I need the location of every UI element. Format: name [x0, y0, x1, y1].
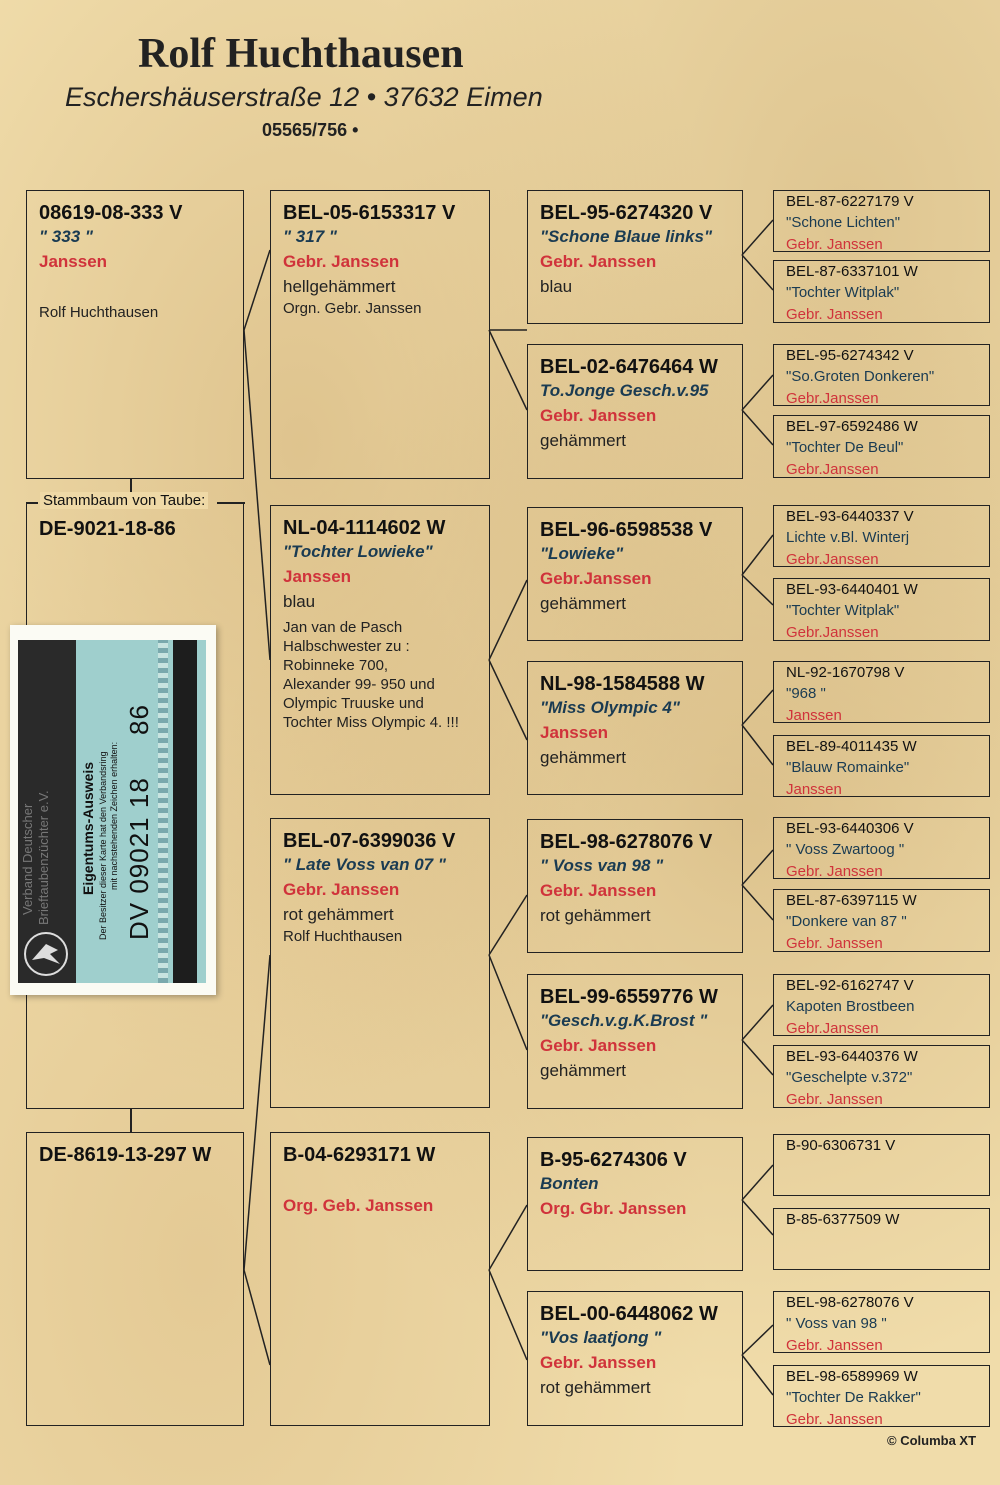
ring-number: BEL-95-6274342 V: [786, 347, 914, 364]
breeder: Gebr. Janssen: [283, 880, 400, 899]
ring-number: BEL-05-6153317 V: [283, 202, 456, 224]
ring-number: BEL-07-6399036 V: [283, 830, 456, 852]
breeder: Gebr. Janssen: [786, 1337, 883, 1354]
gg-grandparent-box: [773, 578, 990, 641]
ring-number: BEL-87-6227179 V: [786, 193, 914, 210]
note-line: Robinneke 700,: [283, 657, 389, 674]
gg-grandparent-box: [773, 661, 990, 723]
ring-number: BEL-95-6274320 V: [540, 202, 713, 224]
breeder: Gebr. Janssen: [786, 1091, 883, 1108]
great-grandparent-box: [527, 507, 743, 641]
pigeon-name: " Voss van 98 ": [786, 1315, 887, 1332]
breeder: Janssen: [786, 781, 842, 798]
pigeon-name: "Tochter De Rakker": [786, 1389, 921, 1406]
great-grandparent-box: [527, 190, 743, 324]
color: gehämmert: [540, 431, 626, 450]
pigeon-name: " 317 ": [283, 227, 337, 246]
gg-grandparent-box: [773, 735, 990, 797]
breeder: Gebr.Janssen: [540, 569, 652, 588]
pigeon-name: "Lowieke": [540, 544, 624, 563]
ring-number: B-04-6293171 W: [283, 1144, 436, 1166]
breeder-name: Rolf Huchthausen: [138, 31, 464, 77]
pigeon-name: "Donkere van 87 ": [786, 913, 907, 930]
breeder: Gebr. Janssen: [786, 1411, 883, 1428]
ring-number: BEL-93-6440306 V: [786, 820, 914, 837]
card-title: Eigentums-Ausweis: [80, 761, 96, 895]
breeder: Gebr. Janssen: [786, 935, 883, 952]
breeder: Janssen: [283, 567, 352, 586]
ring-number: BEL-87-6337101 W: [786, 263, 918, 280]
color: blau: [283, 592, 316, 611]
owner: Rolf Huchthausen: [39, 304, 159, 321]
pigeon-name: " 333 ": [39, 227, 93, 246]
ring-number: BEL-97-6592486 W: [786, 418, 918, 435]
ring-number: BEL-92-6162747 V: [786, 977, 914, 994]
ownership-card: [10, 625, 216, 995]
gg-grandparent-box: [773, 415, 990, 478]
ring-number: NL-92-1670798 V: [786, 664, 905, 681]
gg-grandparent-box: [773, 1045, 990, 1108]
card-black-strip: [173, 640, 197, 983]
ring-number: BEL-89-4011435 W: [786, 738, 917, 755]
gg-grandparent-box: [773, 505, 990, 567]
pigeon-name: " Voss Zwartoog ": [786, 841, 905, 858]
great-grandparent-box: [527, 661, 743, 795]
pigeon-name: Bonten: [540, 1174, 599, 1193]
pigeon-name: Kapoten Brostbeen: [786, 998, 915, 1015]
copyright: © Columba XT: [887, 1433, 977, 1448]
ring-number: BEL-00-6448062 W: [540, 1303, 718, 1325]
note-line: Alexander 99- 950 und: [283, 676, 435, 693]
ring-number: BEL-93-6440337 V: [786, 508, 914, 525]
gg-grandparent-box: [773, 1134, 990, 1196]
breeder: Org. Gbr. Janssen: [540, 1199, 687, 1218]
breeder: Gebr. Janssen: [786, 306, 883, 323]
subject-box-top-left: [26, 502, 38, 504]
ring-number: BEL-93-6440401 W: [786, 581, 918, 598]
ring-number: NL-04-1114602 W: [283, 517, 446, 539]
father-box: [26, 190, 244, 479]
ring-number: NL-98-1584588 W: [540, 673, 705, 695]
pedigree-legend: Stammbaum von Taube:: [40, 492, 208, 509]
breeder: Gebr. Janssen: [540, 1353, 657, 1372]
pigeon-name: "So.Groten Donkeren": [786, 368, 935, 385]
gg-grandparent-box: [773, 1365, 990, 1427]
ring-number: BEL-93-6440376 W: [786, 1048, 918, 1065]
note-line: Tochter Miss Olympic 4. !!!: [283, 714, 459, 731]
breeder: Gebr.Janssen: [786, 461, 879, 478]
notes: [283, 618, 489, 732]
breeder: Janssen: [540, 723, 609, 742]
color: rot gehämmert: [540, 906, 651, 925]
ring-number: 08619-08-333 V: [39, 202, 183, 224]
card-text-line2: mit nachstehenden Zeichen erhalten:: [109, 741, 119, 890]
gg-grandparent-box: [773, 190, 990, 252]
gg-grandparent-box: [773, 974, 990, 1036]
gg-grandparent-box: [773, 1208, 990, 1270]
breeder: Gebr.Janssen: [786, 1020, 879, 1037]
color: blau: [540, 277, 573, 296]
ring-number: DE-8619-13-297 W: [39, 1144, 212, 1166]
color: gehämmert: [540, 748, 626, 767]
breeder: Gebr. Janssen: [786, 236, 883, 253]
breeder-phone: 05565/756 •: [262, 120, 359, 140]
ring-number: BEL-99-6559776 W: [540, 986, 718, 1008]
grandparent-box: [270, 190, 490, 479]
pigeon-name: Lichte v.Bl. Winterj: [786, 529, 910, 546]
card-text-line1: Der Besitzer dieser Karte hat den Verbandsring: [98, 751, 108, 940]
pigeon-name: "968 ": [786, 685, 826, 702]
pigeon-name: "Tochter Witplak": [786, 284, 900, 301]
pigeon-name: "Tochter De Beul": [786, 439, 904, 456]
card-org-line1: Verband Deutscher: [20, 803, 35, 915]
breeder: Gebr. Janssen: [540, 1036, 657, 1055]
ring-number: B-90-6306731 V: [786, 1137, 896, 1154]
breeder: Janssen: [39, 252, 108, 271]
note: Orgn. Gebr. Janssen: [283, 300, 422, 317]
card-face: [18, 640, 206, 983]
grandparent-box: [270, 505, 490, 795]
pigeon-name: "Miss Olympic 4": [540, 698, 680, 717]
breeder: Gebr. Janssen: [540, 406, 657, 425]
color: rot gehämmert: [283, 905, 394, 924]
ring-number: BEL-02-6476464 W: [540, 356, 718, 378]
color: rot gehämmert: [540, 1378, 651, 1397]
pigeon-name: "Schone Blaue links": [540, 227, 713, 246]
pigeon-name: "Blauw Romainke": [786, 759, 910, 776]
pigeon-name: "Tochter Lowieke": [283, 542, 433, 561]
gg-grandparent-box: [773, 1291, 990, 1353]
grandparent-box: [270, 1132, 490, 1426]
great-grandparent-box: [527, 1137, 743, 1271]
note-line: Halbschwester zu :: [283, 638, 410, 655]
great-grandparent-box: [527, 974, 743, 1109]
grandparent-box: [270, 818, 490, 1108]
note-line: Olympic Truuske und: [283, 695, 424, 712]
gg-grandparent-box: [773, 260, 990, 323]
breeder: Gebr. Janssen: [283, 252, 400, 271]
gg-grandparent-box: [773, 889, 990, 952]
great-grandparent-box: [527, 1291, 743, 1426]
subject-box-top-right: [217, 502, 245, 504]
owner: Rolf Huchthausen: [283, 928, 403, 945]
subject-ring: DE-9021-18-86: [39, 518, 176, 540]
ring-number: BEL-96-6598538 V: [540, 519, 713, 541]
great-grandparent-box: [527, 819, 743, 953]
breeder: Gebr.Janssen: [786, 390, 879, 407]
ring-number: B-95-6274306 V: [540, 1149, 687, 1171]
color: hellgehämmert: [283, 277, 396, 296]
pigeon-name: "Tochter Witplak": [786, 602, 900, 619]
pigeon-name: "Schone Lichten": [786, 214, 901, 231]
breeder: Janssen: [786, 707, 842, 724]
pigeon-name: "Vos laatjong ": [540, 1328, 662, 1347]
breeder: Gebr. Janssen: [540, 881, 657, 900]
breeder: Org. Geb. Janssen: [283, 1196, 434, 1215]
pigeon-name: To.Jonge Gesch.v.95: [540, 381, 709, 400]
breeder-address: Eschershäuserstraße 12 • 37632 Eimen: [65, 82, 543, 112]
ring-number: B-85-6377509 W: [786, 1211, 900, 1228]
pigeon-name: "Gesch.v.g.K.Brost ": [540, 1011, 708, 1030]
card-org-line2: Brieftaubenzüchter e.V.: [36, 790, 51, 925]
mother-box: [26, 1132, 244, 1426]
great-grandparent-box: [527, 344, 743, 479]
gg-grandparent-box: [773, 344, 990, 406]
pigeon-name: "Geschelpte v.372": [786, 1069, 913, 1086]
breeder: Gebr.Janssen: [786, 624, 879, 641]
ring-number: BEL-98-6278076 V: [786, 1294, 914, 1311]
note-line: Jan van de Pasch: [283, 619, 403, 636]
color: gehämmert: [540, 1061, 626, 1080]
card-ring-code: DV 09021 18: [124, 777, 154, 940]
breeder: Gebr.Janssen: [786, 551, 879, 568]
color: gehämmert: [540, 594, 626, 613]
ring-number: BEL-98-6278076 V: [540, 831, 713, 853]
ring-number: BEL-98-6589969 W: [786, 1368, 918, 1385]
ring-number: BEL-87-6397115 W: [786, 892, 917, 909]
pigeon-logo-icon: [22, 930, 70, 978]
card-pattern-stripe: [158, 640, 168, 983]
pigeon-name: " Voss van 98 ": [540, 856, 664, 875]
breeder: Gebr. Janssen: [786, 863, 883, 880]
gg-grandparent-box: [773, 817, 990, 879]
pigeon-name: " Late Voss van 07 ": [283, 855, 446, 874]
breeder: Gebr. Janssen: [540, 252, 657, 271]
card-ring-number: 86: [124, 704, 154, 735]
